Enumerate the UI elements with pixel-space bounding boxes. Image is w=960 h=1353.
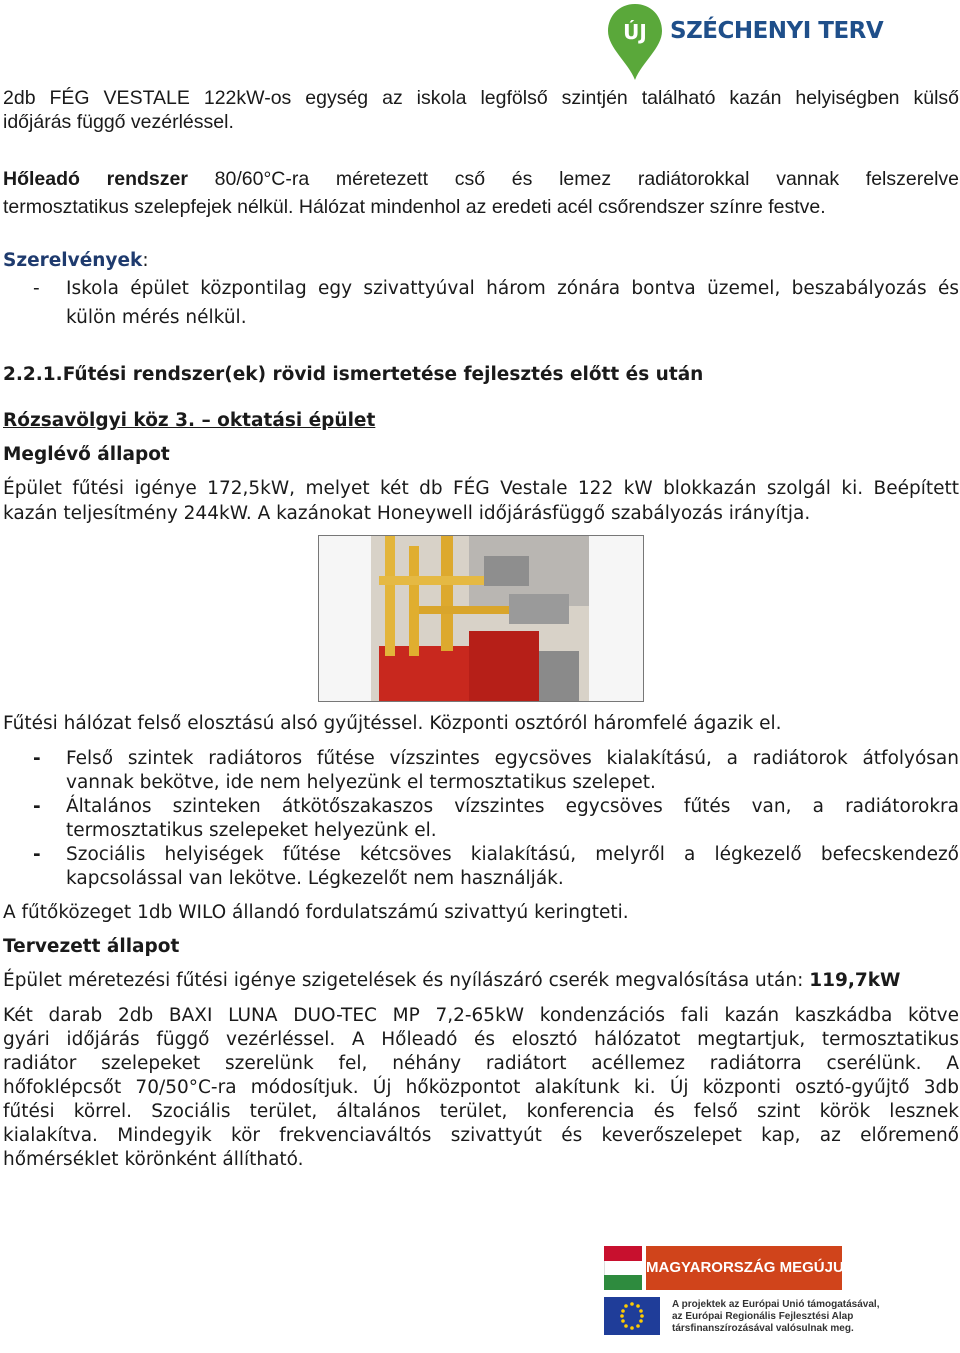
planned-para-line-2: gyári időjárás függő vezérléssel. A Hőleadó és elosztó hálózatot megtartjuk, termosztatikus — [3, 1029, 959, 1050]
fittings-colon: : — [142, 250, 149, 271]
planned-demand-line — [3, 969, 900, 993]
existing-bullet-2-line-2: termosztatikus szelepeket helyezünk el. — [66, 820, 437, 841]
heat-emitter-text: 80/60°C-ra méretezett cső és lemez radiátorokkal vannak felszerelve — [187, 168, 959, 190]
existing-bullet-1-line-1: Felső szintek radiátoros fűtése vízszintes egycsöves kialakítású, a radiátorok átfolyósan — [66, 748, 959, 769]
existing-heading: Meglévő állapot — [3, 444, 170, 465]
fittings-bullet-line-1: Iskola épület központilag egy szivattyúval három zónára bontva üzemel, beszabályozás és — [66, 278, 959, 299]
planned-para-line-6: kialakítva. Mindegyik kör frekvenciaváltós szivattyút és keverőszelepet kap, az előremenő — [3, 1125, 959, 1146]
planned-para-line-7: hőmérséklet körönként állítható. — [3, 1149, 304, 1170]
planned-para-line-3: radiátor szelepeket szerelünk fel, néhány radiátort acéllemez radiátorra cserélünk. A — [3, 1053, 959, 1074]
eu-text-line-2: az Európai Regionális Fejlesztési Alap — [672, 1311, 854, 1322]
heat-emitter-label: Hőleadó rendszer — [3, 168, 188, 190]
planned-para-line-4: hőfoklépcsőt 70/50°C-ra módosítjuk. Új hőközpontot alakítunk ki. Új központi osztó-gyűjtő 3db — [3, 1077, 959, 1098]
network-text: Fűtési hálózat felső elosztású alsó gyűjtéssel. Központi osztóról háromfelé ágazik el. — [3, 713, 782, 734]
address-heading: Rózsavölgyi köz 3. – oktatási épület — [3, 410, 376, 431]
planned-demand-value: 119,7kW — [809, 970, 901, 991]
logo-badge-text: ÚJ — [623, 20, 647, 44]
existing-bullet-3-line-2: kapcsolással van lekötve. Légkezelőt nem használják. — [66, 868, 564, 889]
eu-text-line-3: társfinanszírozásával valósulnak meg. — [672, 1323, 854, 1334]
hungary-renews-banner — [604, 1246, 853, 1290]
existing-text-line-1: Épület fűtési igénye 172,5kW, melyet két db FÉG Vestale 122 kW blokkazán szolgál ki. Beépített — [3, 478, 959, 499]
planned-demand-text: Épület méretezési fűtési igénye szigetelések és nyílászáró cserék megvalósítása után: — [3, 970, 810, 991]
szechenyi-terv-logo — [606, 2, 884, 82]
boiler-room-photo — [318, 535, 644, 702]
pump-text: A fűtőközeget 1db WILO állandó fordulatszámú szivattyú keringteti. — [3, 902, 629, 923]
planned-heading: Tervezett állapot — [3, 936, 180, 957]
existing-bullet-1-line-2: vannak bekötve, ide nem helyezünk el termosztatikus szelepet. — [66, 772, 656, 793]
planned-para-line-1: Két darab 2db BAXI LUNA DUO-TEC MP 7,2-65kW kondenzációs fali kazán kaszkádba kötve — [3, 1005, 959, 1026]
bullet-dash: - — [33, 278, 40, 299]
planned-para-line-5: fűtési körrel. Szociális terület, általános terület, konferencia és felső szint körök lesznek — [3, 1101, 959, 1122]
heat-emitter-line-1 — [3, 167, 959, 191]
hungarian-flag-icon — [604, 1246, 642, 1290]
eu-flag-icon — [604, 1297, 660, 1335]
bullet-dash: - — [33, 748, 41, 769]
fittings-heading-line — [3, 249, 149, 273]
eu-funding-text — [672, 1299, 879, 1335]
section-number: 2.2.1. — [3, 364, 63, 385]
section-title: Fűtési rendszer(ek) rövid ismertetése fejlesztés előtt és után — [62, 364, 704, 385]
logo-text: SZÉCHENYI TERV — [670, 18, 884, 44]
existing-text-line-2: kazán teljesítmény 244kW. A kazánokat Honeywell időjárásfüggő szabályozás irányítja. — [3, 503, 811, 524]
eu-text-line-1: A projektek az Európai Unió támogatásával, — [672, 1299, 880, 1310]
heat-emitter-line-2: termosztatikus szelepfejek nélkül. Hálózat mindenhol az eredeti acél csőrendszer színre festve. — [3, 196, 826, 218]
bullet-dash: - — [33, 796, 41, 817]
fittings-heading: Szerelvények — [3, 250, 143, 271]
section-heading — [3, 363, 703, 387]
existing-bullet-3-line-1: Szociális helyiségek fűtése kétcsöves kialakítású, melyről a légkezelő befecskendező — [66, 844, 959, 865]
bullet-dash: - — [33, 844, 41, 865]
intro-line-1: 2db FÉG VESTALE 122kW-os egység az iskola legfölső szintjén található kazán helyiségben külső — [3, 87, 959, 109]
fittings-bullet-line-2: külön mérés nélkül. — [66, 307, 247, 328]
intro-line-2: időjárás függő vezérléssel. — [3, 111, 234, 133]
existing-bullet-2-line-1: Általános szinteken átkötőszakaszos vízszintes egycsöves fűtés van, a radiátorokra — [66, 796, 959, 817]
banner-label: MAGYARORSZÁG MEGÚJUL — [646, 1246, 842, 1290]
